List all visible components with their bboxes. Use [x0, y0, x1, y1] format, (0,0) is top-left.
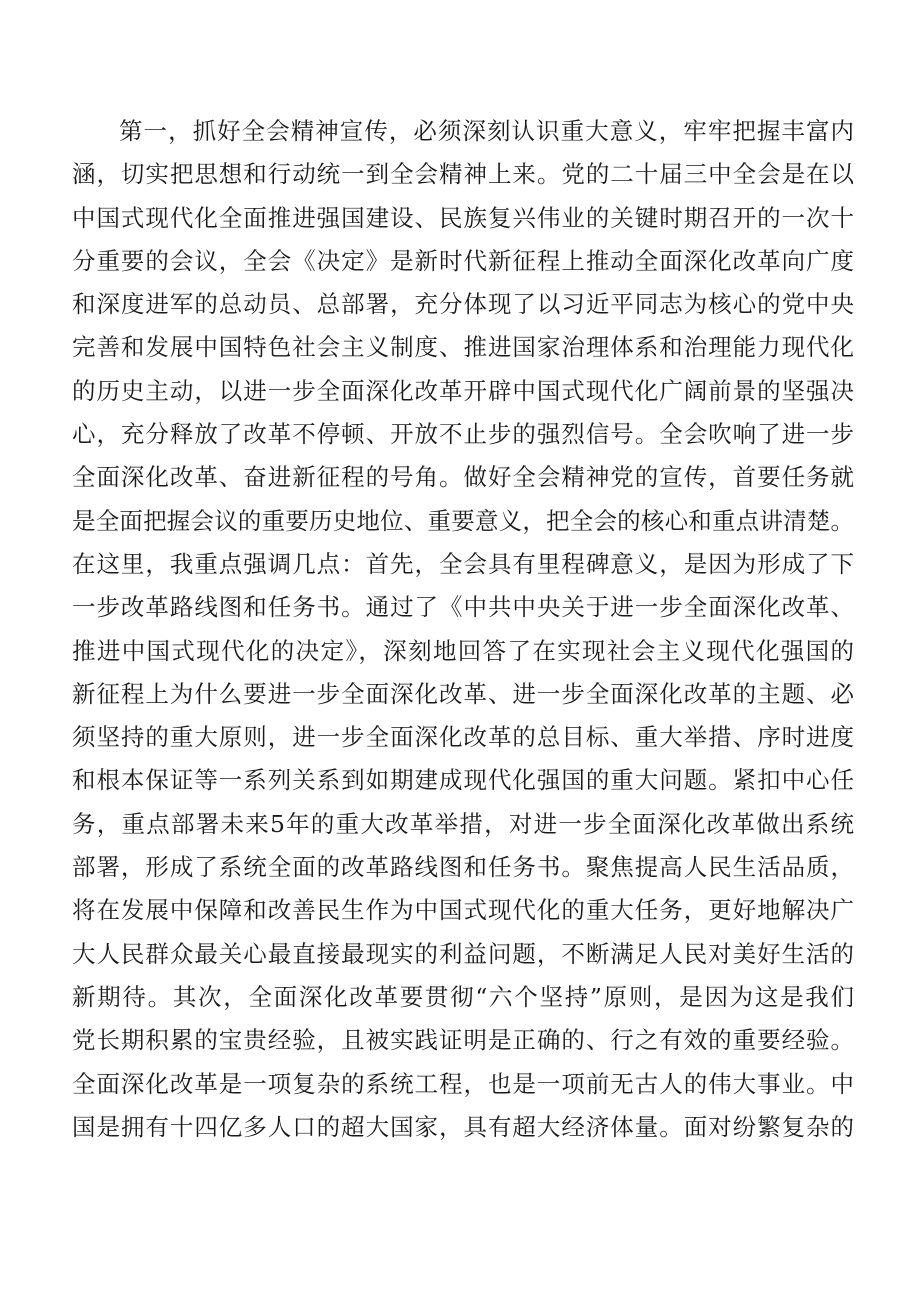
text-line: 中国式现代化全面推进强国建设、民族复兴伟业的关键时期召开的一次十 [72, 203, 854, 232]
text-line: 全面深化改革是一项复杂的系统工程，也是一项前无古人的伟大事业。中 [72, 1069, 854, 1098]
text-line: 第一，抓好全会精神宣传，必须深刻认识重大意义，牢牢把握丰富内 [119, 117, 854, 145]
text-line: 分重要的会议，全会《决定》是新时代新征程上推动全面深化改革向广度 [72, 246, 854, 275]
text-line: 完善和发展中国特色社会主义制度、推进国家治理体系和治理能力现代化 [72, 333, 854, 362]
text-line: 是全面把握会议的重要历史地位、重要意义，把全会的核心和重点讲清楚。 [72, 506, 854, 535]
text-line: 在这里，我重点强调几点：首先，全会具有里程碑意义，是因为形成了下 [72, 549, 854, 578]
text-line: 新期待。其次，全面深化改革要贯彻“六个坚持”原则，是因为这是我们 [72, 982, 854, 1011]
text-line: 部署，形成了系统全面的改革路线图和任务书。聚焦提高人民生活品质， [72, 853, 854, 882]
body-paragraph [72, 110, 854, 1149]
text-line: 党长期积累的宝贵经验，且被实践证明是正确的、行之有效的重要经验。 [72, 1026, 854, 1055]
text-line: 须坚持的重大原则，进一步全面深化改革的总目标、重大举措、序时进度 [72, 723, 854, 752]
text-line: 将在发展中保障和改善民生作为中国式现代化的重大任务，更好地解决广 [72, 896, 854, 925]
text-line: 一步改革路线图和任务书。通过了《中共中央关于进一步全面深化改革、 [72, 593, 854, 622]
text-line: 务，重点部署未来5年的重大改革举措，对进一步全面深化改革做出系统 [72, 809, 854, 838]
text-line: 的历史主动，以进一步全面深化改革开辟中国式现代化广阔前景的坚强决 [72, 376, 854, 405]
text-line: 心，充分释放了改革不停顿、开放不止步的强烈信号。全会吹响了进一步 [72, 420, 854, 449]
text-line: 大人民群众最关心最直接最现实的利益问题，不断满足人民对美好生活的 [72, 939, 854, 968]
text-line: 和根本保证等一系列关系到如期建成现代化强国的重大问题。紧扣中心任 [72, 766, 854, 795]
text-line: 国是拥有十四亿多人口的超大国家，具有超大经济体量。面对纷繁复杂的 [72, 1112, 854, 1141]
text-line: 推进中国式现代化的决定》，深刻地回答了在实现社会主义现代化强国的 [72, 636, 854, 665]
text-line: 涵，切实把思想和行动统一到全会精神上来。党的二十届三中全会是在以 [72, 160, 854, 189]
text-line: 新征程上为什么要进一步全面深化改革、进一步全面深化改革的主题、必 [72, 679, 854, 708]
text-line: 和深度进军的总动员、总部署，充分体现了以习近平同志为核心的党中央 [72, 290, 854, 319]
text-line: 全面深化改革、奋进新征程的号角。做好全会精神党的宣传，首要任务就 [72, 463, 854, 492]
